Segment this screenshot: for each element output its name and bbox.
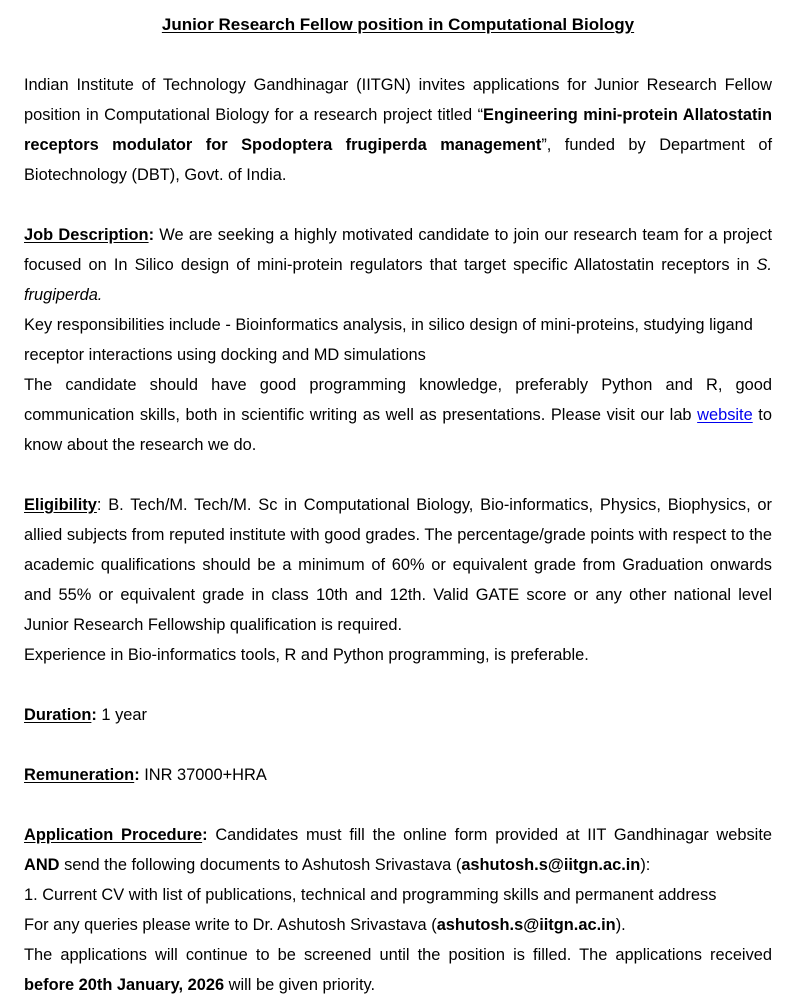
job-description-body: We are seeking a highly motivated candidate to join our research team for a project focused on In Silico design of mini-protein regulators that target specific Allatostatin receptors in [24,226,773,274]
intro-text-part1: Indian Institute of Technology Gandhinagar (IITGN) invites applications for Junior Research Fellow position in Computational Biology for a research project titled “ [24,76,772,124]
spacer-before-job-description [24,190,772,220]
application-procedure-line1: Candidates must fill the online form provided at IIT Gandhinagar website [207,826,772,844]
closing-text-part2: will be given priority. [224,976,376,994]
duration-value: 1 year [96,706,147,724]
intro-paragraph [24,70,772,190]
eligibility-paragraph [24,490,772,640]
job-skills-text-part2: to know about the research we do. [24,406,772,454]
application-procedure-heading: Application Procedure [24,826,203,844]
queries-text-part1: For any queries please write to Dr. Ashutosh Srivastava ( [24,916,437,934]
job-responsibilities-text: Key responsibilities include - Bioinformatics analysis, in silico design of mini-proteins, studying ligand receptor interactions using docking and MD simulations [24,316,753,364]
duration-colon: : [91,706,97,724]
queries-text-part2: ). [615,916,626,934]
job-skills-text-part1: The candidate should have good programming knowledge, preferably Python and R, good communication skills, both in scientific writing as well as presentations. Please visit our lab [24,376,772,424]
spacer-after-title [24,40,772,70]
remuneration-paragraph [24,760,772,790]
contact-email: ashutosh.s@iitgn.ac.in [461,856,641,874]
closing-paragraph [24,940,772,1000]
remuneration-value: INR 37000+HRA [139,766,267,784]
remuneration-colon: : [134,766,140,784]
lab-website-link[interactable]: website [697,406,753,424]
page-title-text: Junior Research Fellow position in Computational Biology [161,15,635,34]
spacer-before-eligibility [24,460,772,490]
job-skills-paragraph [24,370,772,460]
duration-heading: Duration [24,706,92,724]
eligibility-experience-paragraph [24,640,772,670]
application-procedure-colon: : [202,826,208,844]
queries-email: ashutosh.s@iitgn.ac.in [436,916,616,934]
job-description-colon: : [148,226,155,244]
application-deadline: before 20th January, 2026 [24,976,225,994]
application-procedure-and: AND [24,856,60,874]
application-procedure-line2: send the following documents to Ashutosh Srivastava ( [59,856,462,874]
eligibility-body: B. Tech/M. Tech/M. Sc in Computational Biology, Bio-informatics, Physics, Biophysics, or allied subjects from reputed institute with good grades. The percentage/grade points with respect to the academic qualifications should be a minimum of 60% or equivalent grade from Graduation onwards and 55% or equivalent grade in class 10th and 12th. Valid GATE score or any other national level Junior Research Fellowship qualification is required. [24,496,772,634]
closing-text-part1: The applications will continue to be screened until the position is filled. The applications received [24,946,772,964]
project-title: Engineering mini-protein Allatostatin receptors modulator for Spodoptera frugiperda management [24,106,772,154]
job-description-heading: Job Description [24,226,149,244]
application-document-item [24,880,772,910]
application-document-item-text: 1. Current CV with list of publications, technical and programming skills and permanent address [24,886,717,904]
eligibility-experience-text: Experience in Bio-informatics tools, R and Python programming, is preferable. [24,646,589,664]
queries-paragraph [24,910,772,940]
eligibility-heading: Eligibility [24,496,97,514]
spacer-before-duration [24,670,772,700]
species-name: S. frugiperda. [24,256,772,304]
remuneration-heading: Remuneration [24,766,135,784]
eligibility-colon: : [96,496,102,514]
spacer-before-application-procedure [24,790,772,820]
spacer-before-remuneration [24,730,772,760]
duration-paragraph [24,700,772,730]
application-procedure-line3: ): [640,856,651,874]
application-procedure-paragraph [24,820,772,880]
job-description-paragraph [24,220,772,310]
intro-text-part2: ”, funded by Department of Biotechnology (DBT), Govt. of India. [24,136,772,184]
page-title [24,10,772,40]
job-responsibilities-paragraph [24,310,772,370]
